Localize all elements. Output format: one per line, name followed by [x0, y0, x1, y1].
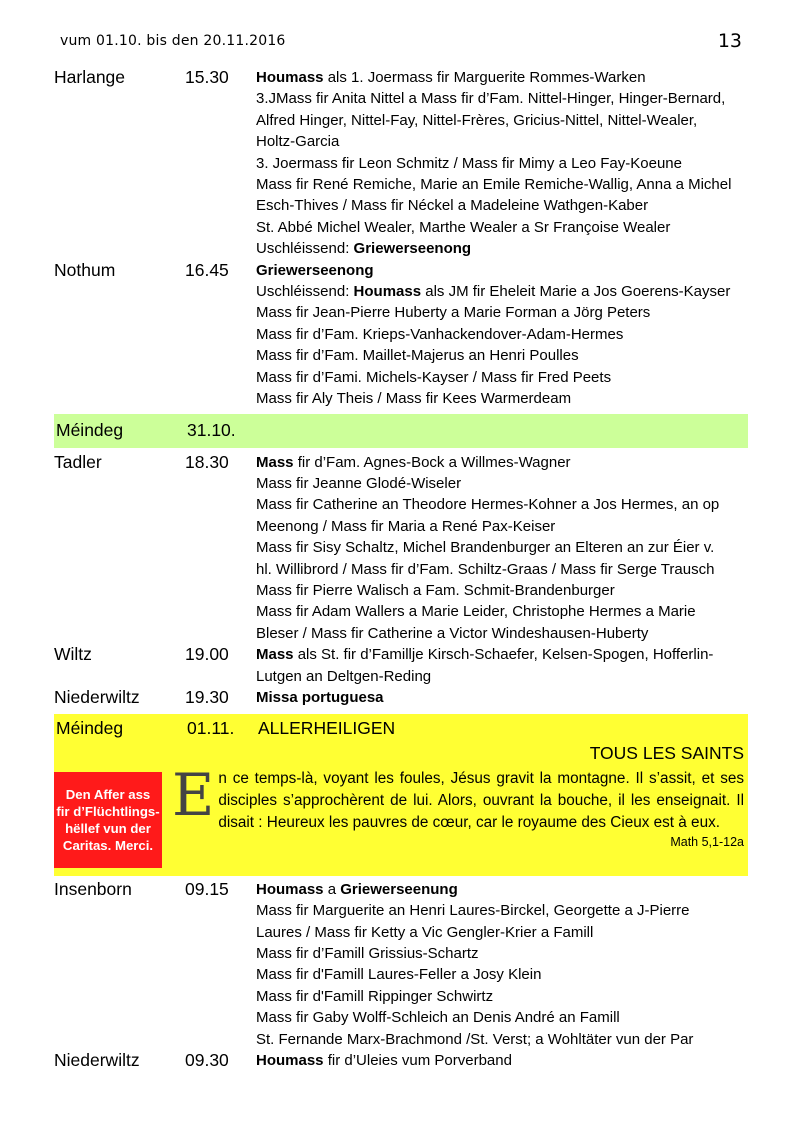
caritas-line: hëllef vun der	[65, 820, 151, 836]
feast-name: ALLERHEILIGEN	[258, 718, 396, 739]
intention-line: Houmass als 1. Joermass fir Marguerite Rommes-Warken	[256, 69, 646, 86]
feast-header	[54, 714, 748, 739]
intention-line: St. Abbé Michel Wealer, Marthe Wealer a Sr Françoise Wealer	[256, 218, 671, 236]
schedule-section-b	[54, 452, 748, 709]
intention-line: Holtz-Garcia	[256, 133, 340, 151]
intention-line: Mass fir d’Fam. Maillet-Majerus an Henri Poulles	[256, 347, 579, 365]
intention-line: St. Fernande Marx-Brachmond /St. Verst; a Wohltäter vun der Par	[256, 1030, 694, 1048]
gospel-reference: Math 5,1-12a	[670, 834, 744, 849]
intention-line: Lutgen an Deltgen-Reding	[256, 667, 432, 685]
entry-intentions	[256, 67, 748, 260]
service-type: Griewerseenong	[256, 261, 374, 279]
schedule-section-a	[54, 67, 748, 410]
entry-place: Niederwiltz	[54, 686, 140, 707]
service-type: Mass	[256, 646, 294, 664]
intention-line: Mass fir d’Fam. Krieps-Vanhackendover-Adam-Hermes	[256, 325, 624, 343]
intention-line	[256, 687, 748, 708]
service-type: Houmass	[256, 1052, 324, 1070]
schedule-section-c	[54, 879, 748, 1072]
day-date: 31.10.	[187, 419, 236, 440]
intention-line: Houmass fir d’Uleies vum Porverband	[256, 1052, 512, 1070]
gospel-text-block	[172, 760, 748, 868]
day-label: Méindeg	[56, 419, 124, 440]
header-date-range: vum 01.10. bis den 20.11.2016	[60, 33, 286, 49]
service-type: Griewerseenong	[353, 240, 472, 258]
intention-line: hl. Willibrord / Mass fir d’Fam. Schiltz-Graas / Mass fir Serge Trausch	[256, 560, 715, 578]
feast-name-french: TOUS LES SAINTS	[589, 742, 744, 763]
entry-time: 09.15	[185, 878, 229, 899]
caritas-line: Caritas. Merci.	[62, 837, 154, 853]
entry-place: Harlange	[54, 67, 126, 87]
entry-time: 09.30	[185, 1050, 229, 1071]
entry-place: Nothum	[54, 259, 116, 280]
intention-line: Mass fir d'Famill Laures-Feller a Josy Klein	[256, 966, 542, 984]
intention-line: Mass fir Pierre Walisch a Fam. Schmit-Brandenburger	[256, 581, 615, 599]
entry-place: Wiltz	[54, 644, 92, 665]
service-type: Houmass	[256, 69, 324, 86]
intention-line: Mass fir d'Famill Rippinger Schwirtz	[256, 987, 494, 1005]
feast-block	[54, 714, 748, 875]
intention-line: Uschléissend: Houmass als JM fir Eheleit Marie a Jos Goerens-Kayser	[256, 283, 731, 301]
caritas-line: Den Affer ass	[65, 786, 151, 802]
service-type: Houmass	[353, 283, 422, 301]
entry-intentions	[256, 687, 748, 708]
intention-line: Bleser / Mass fir Catherine a Victor Windeshausen-Huberty	[256, 624, 649, 642]
entry-place: Insenborn	[54, 878, 132, 899]
intention-line: Mass als St. fir d’Famillje Kirsch-Schaefer, Kelsen-Spogen, Hofferlin-	[256, 646, 714, 664]
service-type: Missa portuguesa	[256, 688, 384, 706]
entry-intentions	[256, 452, 748, 645]
gospel-text: n ce temps-là, voyant les foules, Jésus gravit la montagne. Il s’assit, et ses disciples s’approchèrent de lui. Alors, ouvrant la bouche, il les enseignait. Il disait : Heureux les pauvres de cœur, car le royaume des Cieux est à eux.	[218, 769, 744, 831]
day-label: Méindeg	[56, 718, 124, 739]
intention-line: 3.JMass fir Anita Nittel a Mass fir d’Fam. Nittel-Hinger, Hinger-Bernard,	[256, 90, 726, 108]
entry-intentions	[256, 644, 748, 687]
entry-time: 19.30	[185, 686, 229, 707]
schedule-entry	[54, 67, 748, 260]
intention-line: Mass fir Marguerite an Henri Laures-Birckel, Georgette a J-Pierre	[256, 902, 690, 920]
service-type: Mass	[256, 453, 294, 471]
entry-place: Niederwiltz	[54, 1050, 140, 1071]
gospel-row	[54, 760, 748, 868]
schedule	[54, 67, 748, 1071]
intention-line: Mass fir Sisy Schaltz, Michel Brandenburger an Elteren an zur Éier v.	[256, 539, 715, 557]
intention-line: Mass fir d’Fami. Michels-Kayser / Mass fir Fred Peets	[256, 368, 612, 386]
schedule-entry	[54, 260, 748, 410]
schedule-entry	[54, 452, 748, 645]
service-type: Houmass	[256, 880, 324, 898]
intention-line: Uschléissend: Griewerseenong	[256, 240, 472, 258]
entry-time: 19.00	[185, 644, 229, 665]
intention-line: 3. Joermass fir Leon Schmitz / Mass fir Mimy a Leo Fay-Koeune	[256, 154, 682, 172]
intention-line: Esch-Thives / Mass fir Néckel a Madeleine Wathgen-Kaber	[256, 197, 649, 215]
intention-line: Meenong / Mass fir Maria a René Pax-Keiser	[256, 517, 556, 535]
entry-time: 16.45	[185, 259, 229, 280]
intention-line: Laures / Mass fir Ketty a Vic Gengler-Krier a Famill	[256, 923, 594, 941]
service-type: Griewerseenung	[340, 880, 458, 898]
caritas-line: fir d’Flüchtlings-	[56, 803, 160, 819]
schedule-entry	[54, 644, 748, 687]
schedule-entry	[54, 687, 748, 708]
drop-cap: E	[172, 760, 215, 829]
schedule-entry	[54, 879, 748, 1050]
entry-intentions	[256, 260, 748, 410]
intention-line: Mass fir Adam Wallers a Marie Leider, Christophe Hermes a Marie	[256, 603, 696, 621]
intention-line: Mass fir Jeanne Glodé-Wiseler	[256, 474, 462, 492]
entry-time: 15.30	[185, 67, 229, 87]
intention-line: Mass fir René Remiche, Marie an Emile Remiche-Wallig, Anna a Michel	[256, 176, 732, 194]
entry-intentions	[256, 879, 748, 1050]
day-row-monday-3110	[54, 414, 748, 448]
entry-time: 18.30	[185, 451, 229, 472]
intention-line: Mass fir Catherine an Theodore Hermes-Kohner a Jos Hermes, an op	[256, 496, 720, 514]
schedule-entry	[54, 1050, 748, 1071]
entry-place: Tadler	[54, 451, 102, 472]
caritas-notice	[54, 772, 162, 868]
intention-line: Mass fir d’Famill Grissius-Schartz	[256, 945, 479, 962]
intention-line: Mass fir Gaby Wolff-Schleich an Denis André an Famill	[256, 1009, 620, 1027]
page-number: 13	[717, 30, 742, 52]
intention-line: Mass fir d’Fam. Agnes-Bock a Willmes-Wagner	[256, 453, 571, 471]
intention-line: Houmass a Griewerseenung	[256, 880, 458, 898]
day-date: 01.11.	[187, 718, 235, 739]
intention-line: Mass fir Jean-Pierre Huberty a Marie Forman a Jörg Peters	[256, 304, 651, 322]
intention-line: Mass fir Aly Theis / Mass fir Kees Warmerdeam	[256, 390, 572, 408]
intention-line	[256, 260, 748, 281]
intention-line: Alfred Hinger, Nittel-Fay, Nittel-Frères, Gricius-Nittel, Nittel-Wealer,	[256, 111, 698, 129]
entry-intentions	[256, 1050, 748, 1071]
